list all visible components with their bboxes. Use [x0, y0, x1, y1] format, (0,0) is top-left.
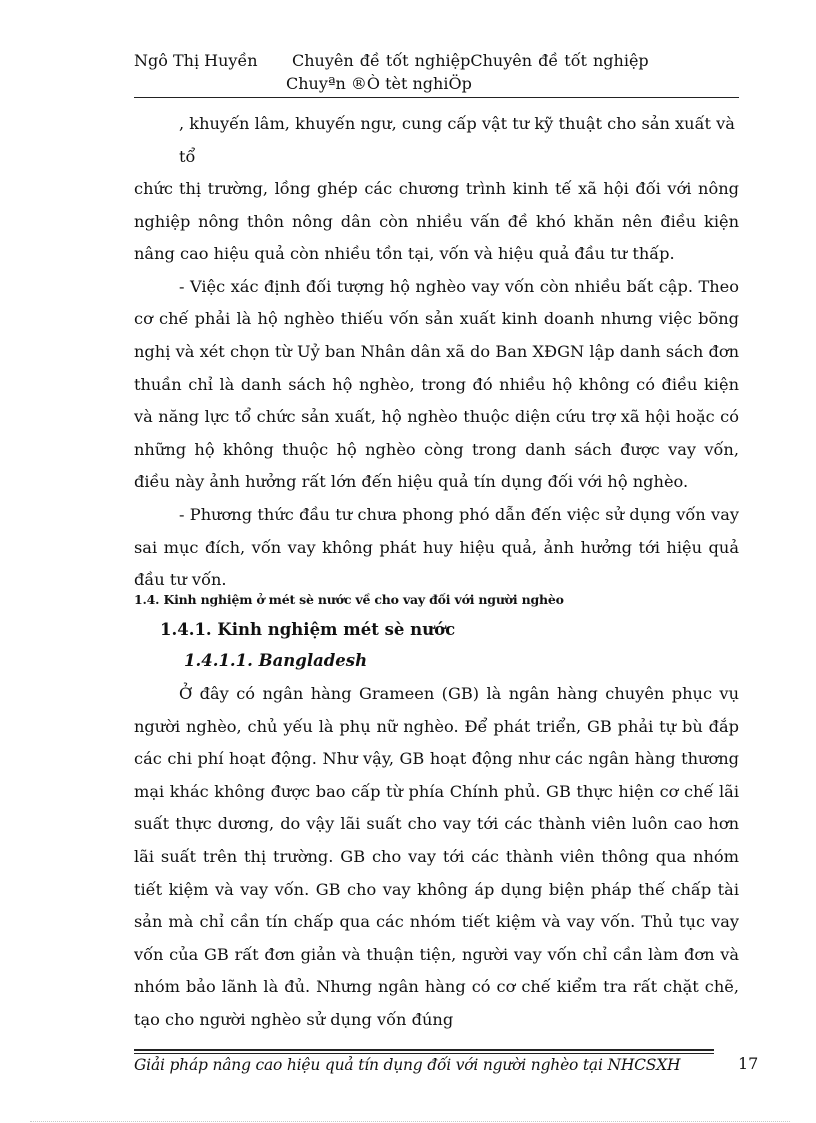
bangladesh-body	[134, 678, 739, 1037]
intro-line-2: chức	[134, 179, 173, 199]
body-paragraphs	[134, 173, 739, 597]
page-edge-dotted-line	[30, 1121, 790, 1122]
section-heading-1-4: 1.4. Kinh nghiệm ở mét sè nước về cho vay đối với người nghèo	[134, 592, 564, 607]
footer-rule-thin	[134, 1053, 714, 1054]
paragraph-market: thị trường, lồng ghép các chương trình kinh tế xã hội đối với nông nghiệp nông thôn nông dân còn nhiều vấn đề khó khăn nên điều kiện nâng cao hiệu quả còn nhiều tồn tại, vốn và hiệu quả đầu tư thấp.	[134, 179, 739, 264]
section-heading-1-4-1-1: 1.4.1.1. Bangladesh	[184, 651, 368, 670]
intro-line-1: , khuyến lâm, khuyến ngư, cung cấp vật tư kỹ thuật cho sản xuất và tổ	[179, 114, 735, 166]
footer-title: Giải pháp nâng cao hiệu quả tín dụng đối với người nghèo tại NHCSXH	[134, 1056, 681, 1074]
header-author: Ngô Thị Huyền	[134, 51, 258, 70]
paragraph-target-selection: - Việc xác định đối tượng hộ nghèo vay vốn còn nhiều bất cập. Theo cơ chế phải là hộ nghèo thiếu vốn sản xuất kinh doanh nhưng việc bõng nghị và xét chọn từ Uỷ ban Nhân dân xã do Ban XĐGN lập danh sách đơn thuần chỉ là danh sách hộ nghèo, trong đó nhiều hộ không có điều kiện và năng lực tổ chức sản xuất, hộ nghèo thuộc diện cứu trợ xã hội hoặc có những hộ không thuộc hộ nghèo còng trong danh sách được vay vốn, điều này ảnh hưởng rất lớn đến hiệu quả tín dụng đối với hộ nghèo.	[134, 276, 739, 492]
footer-rule-thick	[134, 1049, 714, 1051]
header-rule	[134, 97, 739, 98]
section-heading-1-4-1: 1.4.1. Kinh nghiệm mét sè nước	[160, 620, 456, 639]
header-title-garbled: Chuyªn ®Ò tèt nghiÖp	[286, 74, 472, 93]
paragraph-grameen: Ở đây có ngân hàng Grameen (GB) là ngân hàng chuyên phục vụ người nghèo, chủ yếu là phụ nữ nghèo. Để phát triển, GB phải tự bù đắp các chi phí hoạt động. Như vậy, GB hoạt động như các ngân hàng thương mại khác không được bao cấp từ phía Chính phủ. GB thực hiện cơ chế lãi suất thực dương, do vậy lãi suất cho vay tới các thành viên luôn cao hơn lãi suất trên thị trường. GB cho vay tới các thành viên thông qua nhóm tiết kiệm và vay vốn. GB cho vay không áp dụng biện pháp thế chấp tài sản mà chỉ cần tín chấp qua các nhóm tiết kiệm và vay vốn. Thủ tục vay vốn của GB rất đơn giản và thuận tiện, người vay vốn chỉ cần làm đơn và nhóm bảo lãnh là đủ. Nhưng ngân hàng có cơ chế kiểm tra rất chặt chẽ, tạo cho người nghèo sử dụng vốn đúng	[134, 684, 739, 1029]
paragraph-investment-method: - Phương thức đầu tư chưa phong phó dẫn đến việc sử dụng vốn vay sai mục đích, vốn vay không phát huy hiệu quả, ảnh hưởng tới hiệu quả đầu tư vốn.	[134, 504, 739, 590]
header-title: Chuyên đề tốt nghiệpChuyên đề tốt nghiệp	[292, 51, 649, 70]
page-number: 17	[738, 1054, 759, 1073]
